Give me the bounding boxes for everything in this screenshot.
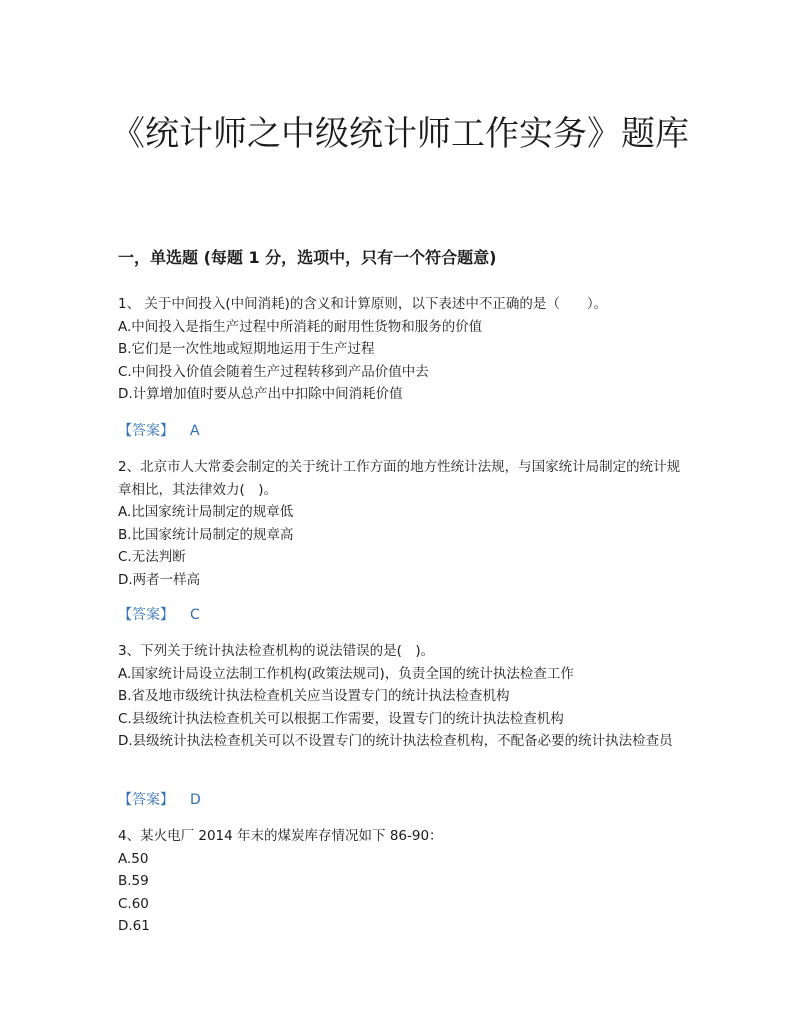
question-stem: 2、北京市人大常委会制定的关于统计工作方面的地方性统计法规，与国家统计局制定的统计规章相比，其法律效力( )。 bbox=[118, 459, 681, 498]
answer-3 bbox=[118, 790, 201, 810]
answer-1 bbox=[118, 421, 200, 441]
answer-label: 【答案】 bbox=[118, 792, 174, 808]
option-a: A.国家统计局设立法制工作机构(政策法规司)，负责全国的统计执法检查工作 bbox=[118, 665, 574, 682]
option-c: C.中间投入价值会随着生产过程转移到产品价值中去 bbox=[118, 363, 429, 380]
answer-value: C bbox=[190, 607, 200, 623]
answer-label: 【答案】 bbox=[118, 423, 174, 439]
option-d: D.计算增加值时要从总产出中扣除中间消耗价值 bbox=[118, 386, 403, 402]
question-3 bbox=[118, 640, 688, 753]
option-c: C.县级统计执法检查机关可以根据工作需要，设置专门的统计执法检查机构 bbox=[118, 710, 564, 727]
question-stem: 1、 关于中间投入(中间消耗)的含义和计算原则，以下表述中不正确的是（ ）。 bbox=[118, 296, 608, 312]
option-b: B.它们是一次性地或短期地运用于生产过程 bbox=[118, 341, 375, 357]
question-4 bbox=[118, 825, 688, 938]
option-c: C.60 bbox=[118, 895, 149, 912]
document-title: 《统计师之中级统计师工作实务》题库 bbox=[111, 114, 689, 154]
option-d: D.61 bbox=[118, 918, 150, 934]
answer-value: D bbox=[190, 792, 201, 808]
question-1 bbox=[118, 293, 688, 406]
section-heading: 一，单选题 (每题 1 分，选项中，只有一个符合题意) bbox=[118, 248, 497, 267]
option-b: B.59 bbox=[118, 873, 149, 889]
option-a: A.50 bbox=[118, 850, 149, 867]
option-b: B.比国家统计局制定的规章高 bbox=[118, 526, 294, 543]
option-d: D.县级统计执法检查机关可以不设置专门的统计执法检查机构，不配备必要的统计执法检查员 bbox=[118, 733, 673, 749]
option-b: B.省及地市级统计执法检查机关应当设置专门的统计执法检查机构 bbox=[118, 688, 510, 704]
question-2 bbox=[118, 456, 688, 591]
option-d: D.两者一样高 bbox=[118, 571, 201, 588]
answer-label: 【答案】 bbox=[118, 607, 174, 623]
answer-value: A bbox=[190, 423, 200, 439]
question-stem: 3、下列关于统计执法检查机构的说法错误的是( )。 bbox=[118, 643, 435, 659]
answer-2 bbox=[118, 605, 200, 625]
option-c: C.无法判断 bbox=[118, 549, 186, 565]
option-a: A.中间投入是指生产过程中所消耗的耐用性货物和服务的价值 bbox=[118, 318, 483, 335]
option-a: A.比国家统计局制定的规章低 bbox=[118, 504, 294, 520]
question-stem: 4、某火电厂 2014 年末的煤炭库存情况如下 86-90： bbox=[118, 828, 443, 844]
